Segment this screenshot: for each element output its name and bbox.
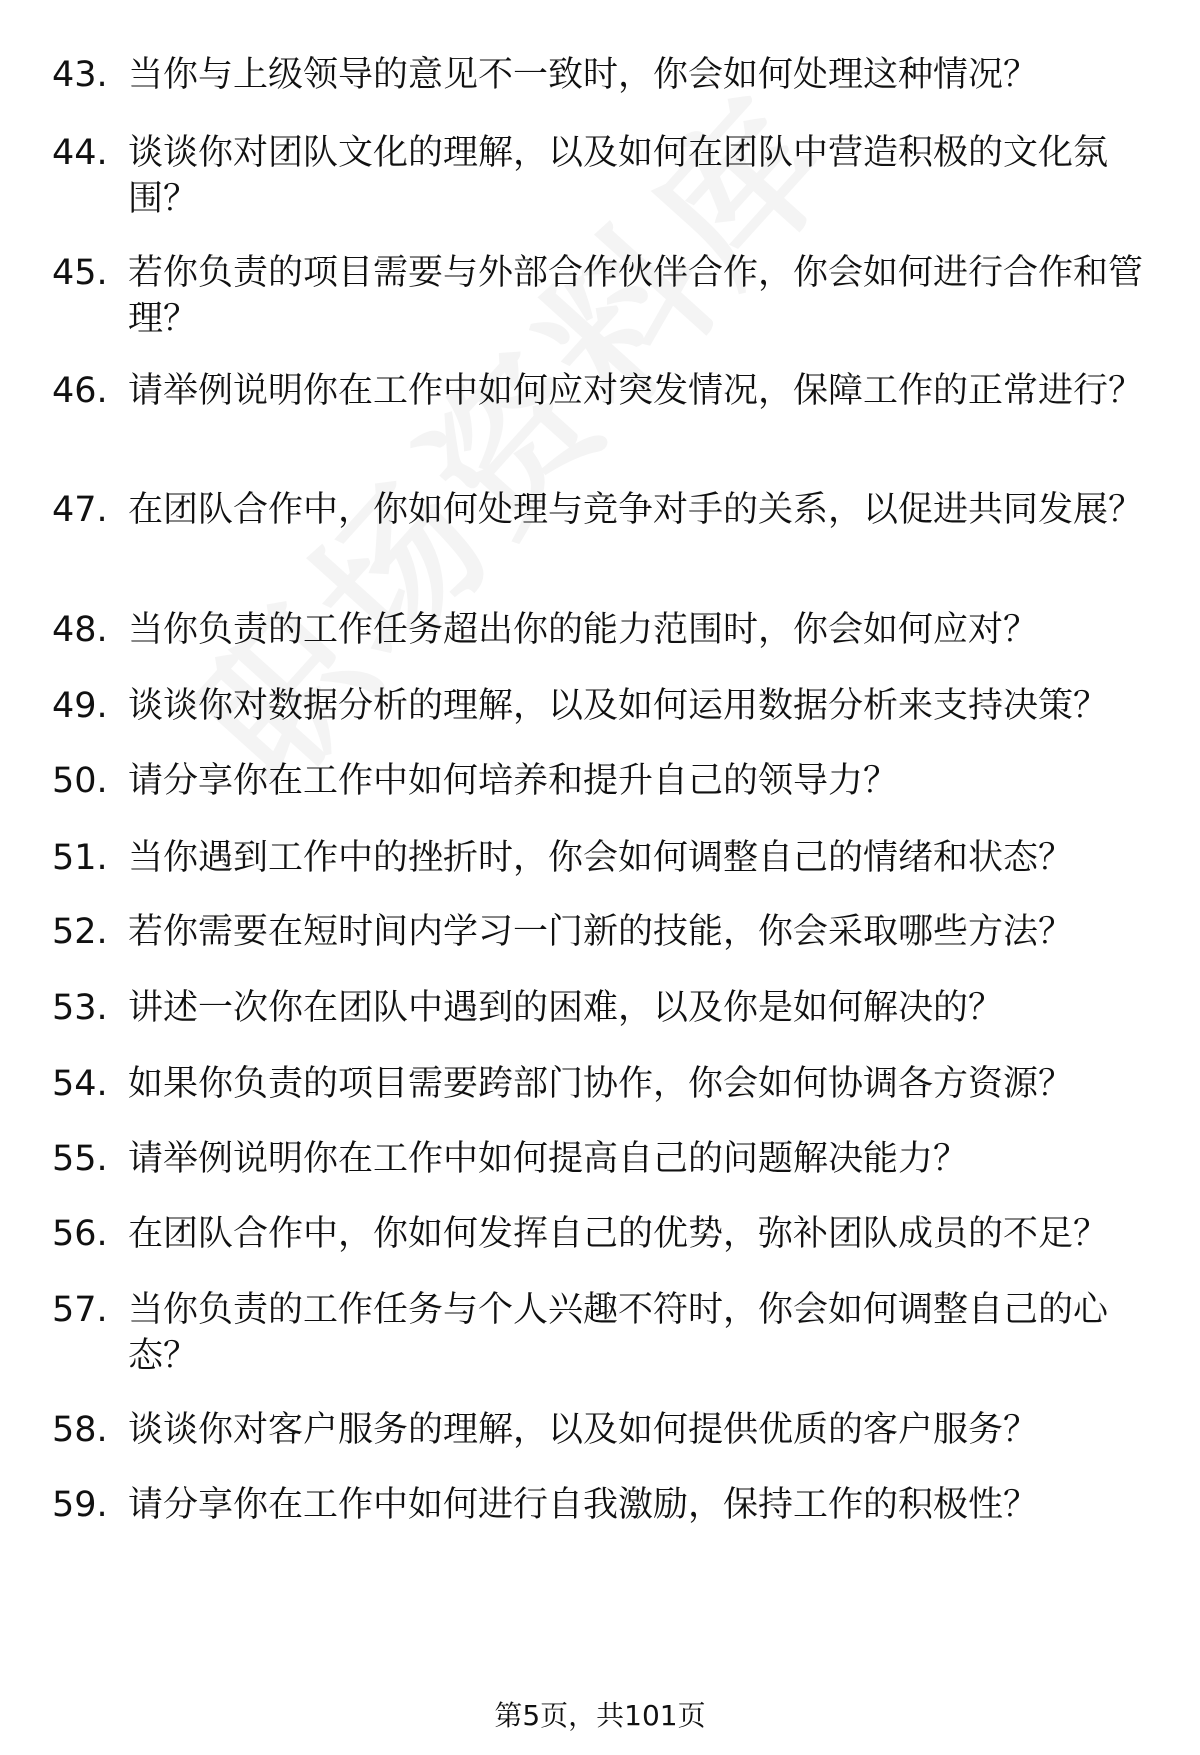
question-text: 请举例说明你在工作中如何应对突发情况，保障工作的正常进行？ — [128, 371, 1144, 411]
question-number: 54. — [52, 1064, 108, 1104]
question-text: 当你负责的工作任务超出你的能力范围时，你会如何应对？ — [128, 610, 1039, 650]
question-number: 48. — [52, 610, 108, 650]
page-footer: 第5页，共101页 — [494, 1699, 706, 1732]
question-number: 59. — [52, 1485, 108, 1525]
question-number: 58. — [52, 1410, 108, 1450]
question-text: 若你负责的项目需要与外部合作伙伴合作，你会如何进行合作和管理？ — [128, 253, 1144, 339]
question-text: 谈谈你对客户服务的理解，以及如何提供优质的客户服务？ — [128, 1410, 1039, 1450]
question-text: 讲述一次你在团队中遇到的困难，以及你是如何解决的？ — [128, 988, 1004, 1028]
question-number: 51. — [52, 838, 108, 878]
question-text: 谈谈你对团队文化的理解，以及如何在团队中营造积极的文化氛围？ — [128, 133, 1109, 219]
question-text: 在团队合作中，你如何处理与竞争对手的关系，以促进共同发展？ — [128, 490, 1144, 530]
question-text: 当你负责的工作任务与个人兴趣不符时，你会如何调整自己的心态？ — [128, 1290, 1109, 1376]
question-number: 52. — [52, 912, 108, 952]
question-number: 46. — [52, 371, 108, 411]
question-number: 47. — [52, 490, 108, 530]
question-text: 请分享你在工作中如何进行自我激励，保持工作的积极性？ — [128, 1485, 1039, 1525]
question-number: 49. — [52, 686, 108, 726]
question-text: 若你需要在短时间内学习一门新的技能，你会采取哪些方法？ — [128, 912, 1074, 952]
question-text: 谈谈你对数据分析的理解，以及如何运用数据分析来支持决策？ — [128, 686, 1109, 726]
question-text: 如果你负责的项目需要跨部门协作，你会如何协调各方资源？ — [128, 1064, 1074, 1104]
question-number: 44. — [52, 133, 108, 173]
question-number: 57. — [52, 1290, 108, 1330]
question-number: 56. — [52, 1214, 108, 1254]
question-number: 53. — [52, 988, 108, 1028]
question-text: 请分享你在工作中如何培养和提升自己的领导力？ — [128, 761, 899, 801]
question-text: 当你遇到工作中的挫折时，你会如何调整自己的情绪和状态？ — [128, 838, 1074, 878]
question-number: 45. — [52, 253, 108, 293]
question-text: 在团队合作中，你如何发挥自己的优势，弥补团队成员的不足？ — [128, 1214, 1109, 1254]
question-text: 请举例说明你在工作中如何提高自己的问题解决能力？ — [128, 1139, 969, 1179]
question-number: 43. — [52, 55, 108, 95]
question-number: 50. — [52, 761, 108, 801]
question-text: 当你与上级领导的意见不一致时，你会如何处理这种情况？ — [128, 55, 1039, 95]
question-number: 55. — [52, 1139, 108, 1179]
